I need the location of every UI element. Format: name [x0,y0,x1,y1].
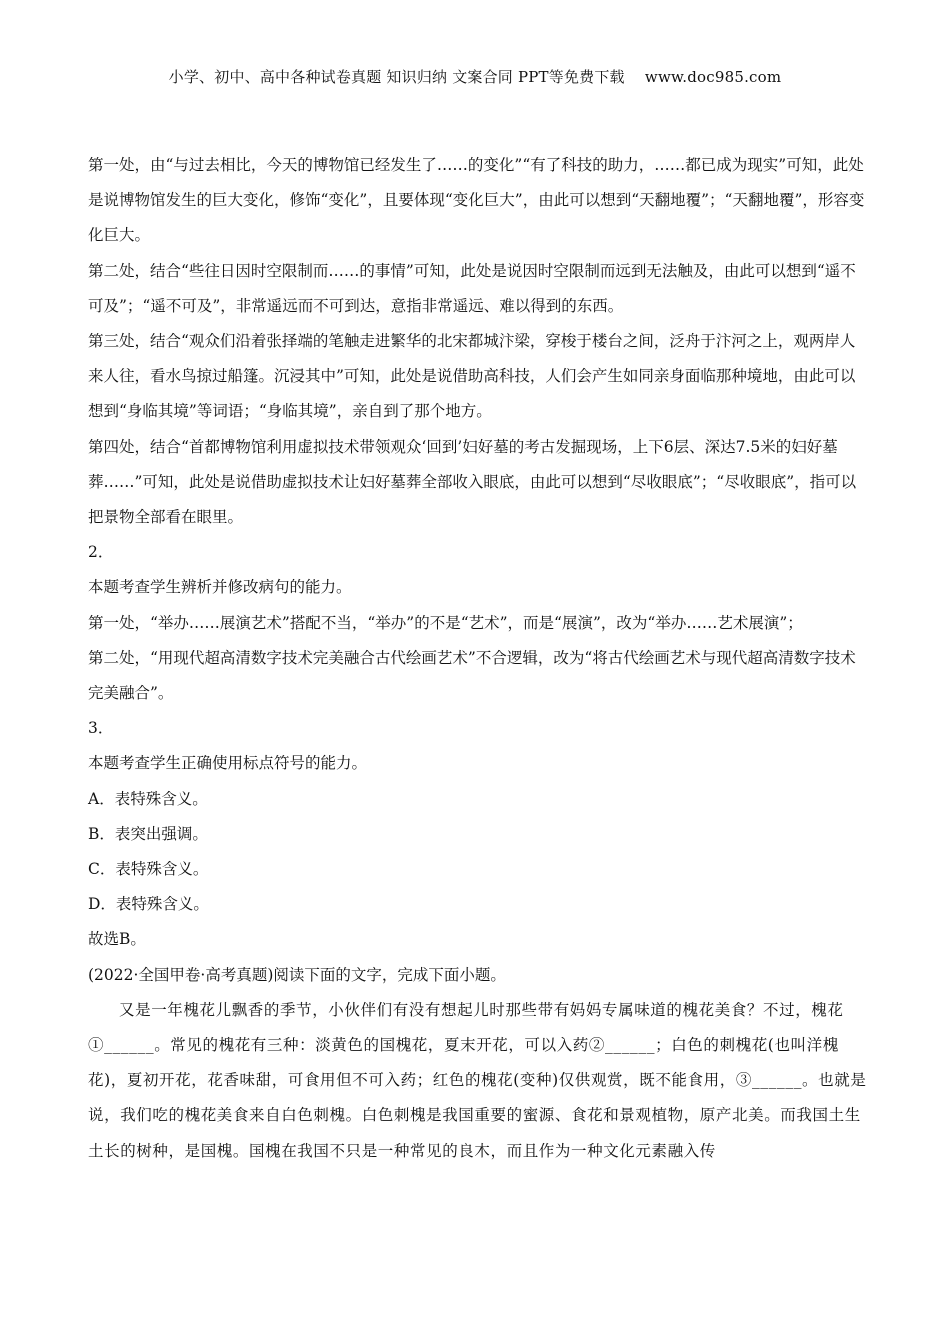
analysis-paragraph-1: 第一处，由“与过去相比，今天的博物馆已经发生了……的变化”“有了科技的助力，……都已成为现实”可知，此处是说博物馆发生的巨大变化，修饰“变化”，且要体现“变化巨大”，由此可以想到“天翻地覆”；“天翻地覆”，形容变化巨大。 [88,156,865,245]
question-3-intro: 本题考查学生正确使用标点符号的能力。 [88,754,368,773]
answer-line: 故选B。 [88,930,146,949]
analysis-paragraph-3: 第三处，结合“观众们沿着张择端的笔触走进繁华的北宋都城汴梁，穿梭于楼台之间，泛舟于汴河之上，观两岸人来人往，看水鸟掠过船篷。沉浸其中”可知，此处是说借助高科技，人们会产生如同亲身面临那种境地，由此可以想到“身临其境”等词语；“身临其境”，亲自到了那个地方。 [88,332,856,421]
page-header: 小学、初中、高中各种试卷真题 知识归纳 文案合同 PPT等免费下载 www.doc985.com [168,68,782,86]
option-a: A．表特殊含义。 [88,789,208,808]
analysis-paragraph-4: 第四处，结合“首都博物馆利用虚拟技术带领观众‘回到’妇好墓的考古发掘现场，上下6层、深达7.5米的妇好墓葬……”可知，此处是说借助虚拟技术让妇好墓葬全部收入眼底，由此可以想到“尽收眼底”；“尽收眼底”，指可以把景物全部看在眼里。 [88,437,857,527]
analysis-paragraph-2: 第二处，结合“些往日因时空限制而……的事情”可知，此处是说因时空限制而远到无法触及，由此可以想到“遥不可及”；“遥不可及”，非常遥远而不可到达，意指非常遥远、难以得到的东西。 [88,261,856,315]
question-number-3: 3． [88,719,114,738]
reading-passage: 又是一年槐花儿飘香的季节，小伙伴们有没有想起儿时那些带有妈妈专属味道的槐花美食？不过，槐花①______。常见的槐花有三种：淡黄色的国槐花，夏末开花，可以入药②______；白色的刺槐花(也叫洋槐花)，夏初开花，花香味甜，可食用但不可入药；红色的槐花(变种)仅供观赏，既不能食用，③______。也就是说，我们吃的槐花美食来自白色刺槐。白色刺槐是我国重要的蜜源、食花和景观植物，原产北美。而我国土生土长的树种，是国槐。国槐在我国不只是一种常见的良木，而且作为一种文化元素融入传 [88,1000,867,1160]
option-c: C．表特殊含义。 [88,860,209,879]
exam-source-heading: (2022·全国甲卷·高考真题)阅读下面的文字，完成下面小题。 [88,965,506,984]
question-2-point-1: 第一处，“举办……展演艺术”搭配不当，“举办”的不是“艺术”，而是“展演”，改为“举办……艺术展演”； [88,613,803,632]
option-d: D．表特殊含义。 [88,895,209,914]
question-number-2: 2． [88,543,114,562]
question-2-point-2: 第二处，“用现代超高清数字技术完美融合古代绘画艺术”不合逻辑，改为“将古代绘画艺术与现代超高清数字技术完美融合”。 [88,648,856,703]
document-body [88,148,868,1169]
option-b: B．表突出强调。 [88,824,208,843]
question-2-intro: 本题考查学生辨析并修改病句的能力。 [88,578,352,597]
